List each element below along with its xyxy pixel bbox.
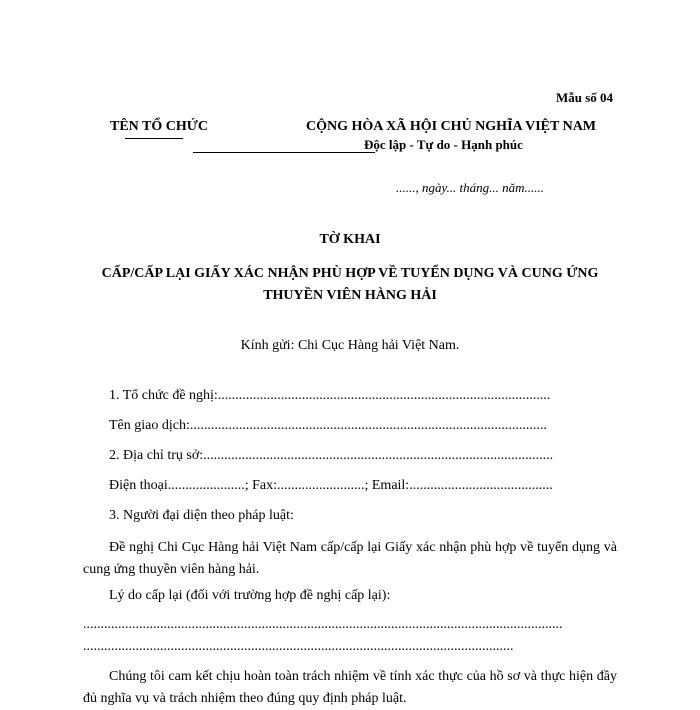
field-contact: Điện thoại......................; Fax:.........................; Email:......................................... [109, 478, 553, 493]
field-address: 2. Địa chỉ trụ sở:.................................................................................................... [109, 448, 554, 463]
motto-underline [193, 152, 375, 153]
country-name: CỘNG HÒA XÃ HỘI CHỦ NGHĨA VIỆT NAM [306, 119, 597, 134]
salutation: Kính gửi: Chi Cục Hàng hải Việt Nam. [240, 338, 460, 353]
form-subtitle: CẤP/CẤP LẠI GIẤY XÁC NHẬN PHÙ HỢP VỀ TUYỂN DỤNG VÀ CUNG ỨNG THUYỀN VIÊN HÀNG HẢI [101, 266, 599, 303]
field-organization-request: 1. Tổ chức đề nghị:............................................................................................... [109, 388, 551, 403]
field-legal-representative: 3. Người đại diện theo pháp luật: [109, 508, 294, 523]
field-trade-name: Tên giao dịch:...................................................................................................... [109, 418, 547, 433]
national-motto: Độc lập - Tự do - Hạnh phúc [364, 137, 523, 152]
organization-name: TÊN TỔ CHỨC [110, 119, 209, 134]
date-line: ......, ngày... tháng... năm...... [396, 180, 545, 195]
form-number: Mẫu số 04 [556, 90, 614, 105]
reason-dot-line-2: ........................................................................................................................... [83, 639, 514, 654]
commitment-paragraph: Chúng tôi cam kết chịu hoàn toàn trách nhiệm về tính xác thực của hồ sơ và thực hiện đầy đủ nghĩa vụ và trách nhiệm theo đúng quy định pháp luật. [83, 669, 617, 706]
request-paragraph: Đề nghị Chi Cục Hàng hải Việt Nam cấp/cấp lại Giấy xác nhận phù hợp về tuyển dụng và cung ứng thuyền viên hàng hải. [83, 540, 617, 577]
reason-label: Lý do cấp lại (đối với trường hợp đề nghị cấp lại): [109, 588, 391, 603]
reason-dot-line-1: ......................................................................................................................................... [83, 617, 563, 632]
form-title: TỜ KHAI [319, 232, 381, 247]
organization-underline [125, 138, 183, 139]
